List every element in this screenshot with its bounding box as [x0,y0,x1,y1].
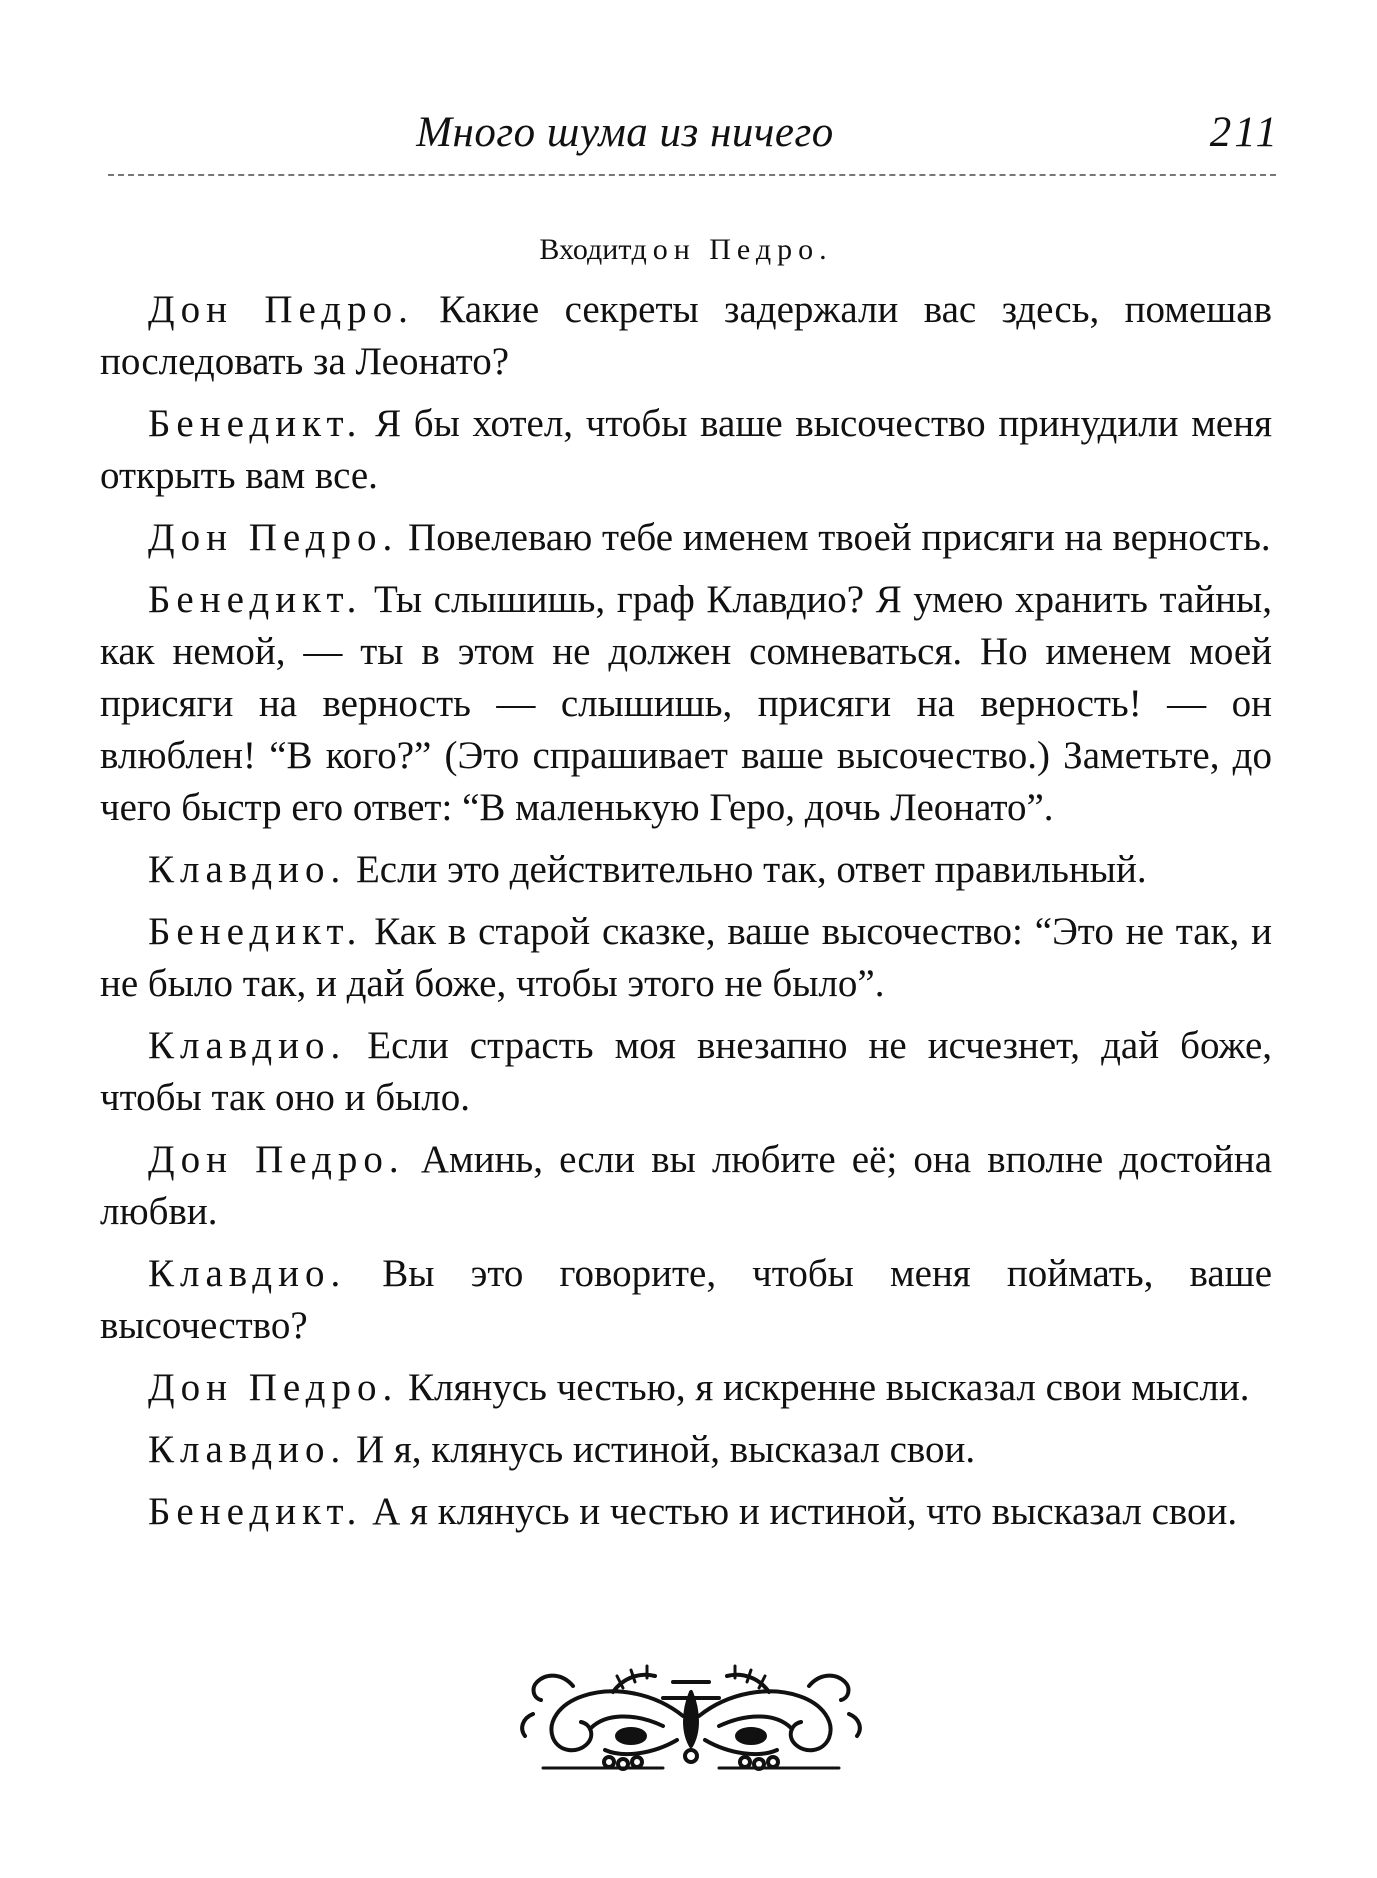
header-rule [108,174,1276,176]
speech-text: Как в старой сказке, ваше высочество: “Это не так, и не было так, и дай боже, чтобы этого не было”. [100,910,1273,1005]
speaker-name: Дон Педро. [148,1138,405,1181]
speech-text: Если страсть моя внезапно не исчезнет, дай боже, чтобы так оно и было. [100,1024,1273,1119]
speech [100,1248,1272,1352]
speech [100,1486,1272,1538]
play-text [100,228,1272,1548]
speech-text: А я клянусь и честью и истиной, что высказал свои. [372,1490,1238,1533]
speaker-name: Бенедикт. [148,910,363,953]
stage-direction-character: дон Педро. [631,233,833,266]
speech-text: И я, клянусь истиной, высказал свои. [355,1428,976,1471]
speech [100,512,1272,564]
speaker-name: Дон Педро. [148,288,414,331]
speech-text: Какие секреты задержали вас здесь, помешав последовать за Леонато? [100,288,1273,383]
speech [100,574,1272,834]
speech-text: Вы это говорите, чтобы меня поймать, ваше высочество? [100,1252,1272,1347]
speaker-name: Дон Педро. [148,1366,399,1409]
speech [100,1362,1272,1414]
speaker-name: Клавдио. [148,1428,347,1471]
running-head [100,103,1280,163]
speaker-name: Дон Педро. [148,516,399,559]
speech [100,844,1272,896]
running-title: Много шума из ничего [416,109,834,156]
speaker-name: Клавдио. [148,848,347,891]
speech [100,1020,1272,1124]
speech [100,1424,1272,1476]
speech [100,284,1272,388]
speech-text: Клянусь честью, я искренне высказал свои мысли. [408,1366,1250,1409]
speaker-name: Бенедикт. [148,578,363,621]
speaker-name: Клавдио. [148,1252,347,1295]
stage-direction [100,228,1272,272]
speaker-name: Бенедикт. [148,402,363,445]
speech-text: Если это действительно так, ответ правильный. [355,848,1147,891]
speech [100,906,1272,1010]
floral-vignette-icon [513,1662,869,1774]
speech [100,398,1272,502]
speaker-name: Бенедикт. [148,1490,363,1533]
speech-text: Повелеваю тебе именем твоей присяги на верность. [408,516,1271,559]
speaker-name: Клавдио. [148,1024,347,1067]
stage-direction-prefix: Входит [539,233,632,266]
speech [100,1134,1272,1238]
speech-text: Я бы хотел, чтобы ваше высочество принудили меня открыть вам все. [100,402,1273,497]
speech-text: Ты слышишь, граф Клавдио? Я умею хранить тайны, как немой, — ты в этом не должен сомневаться. Но именем моей присяги на верность — слышишь, присяги на верность! — он влюблен! “В кого?” (Это спрашивает ваше высочество.) Заметьте, до чего быстр его ответ: “В маленькую Геро, дочь Леонато”. [100,578,1272,829]
speech-text: Аминь, если вы любите её; она вполне достойна любви. [100,1138,1272,1233]
page-number: 211 [1209,109,1280,156]
